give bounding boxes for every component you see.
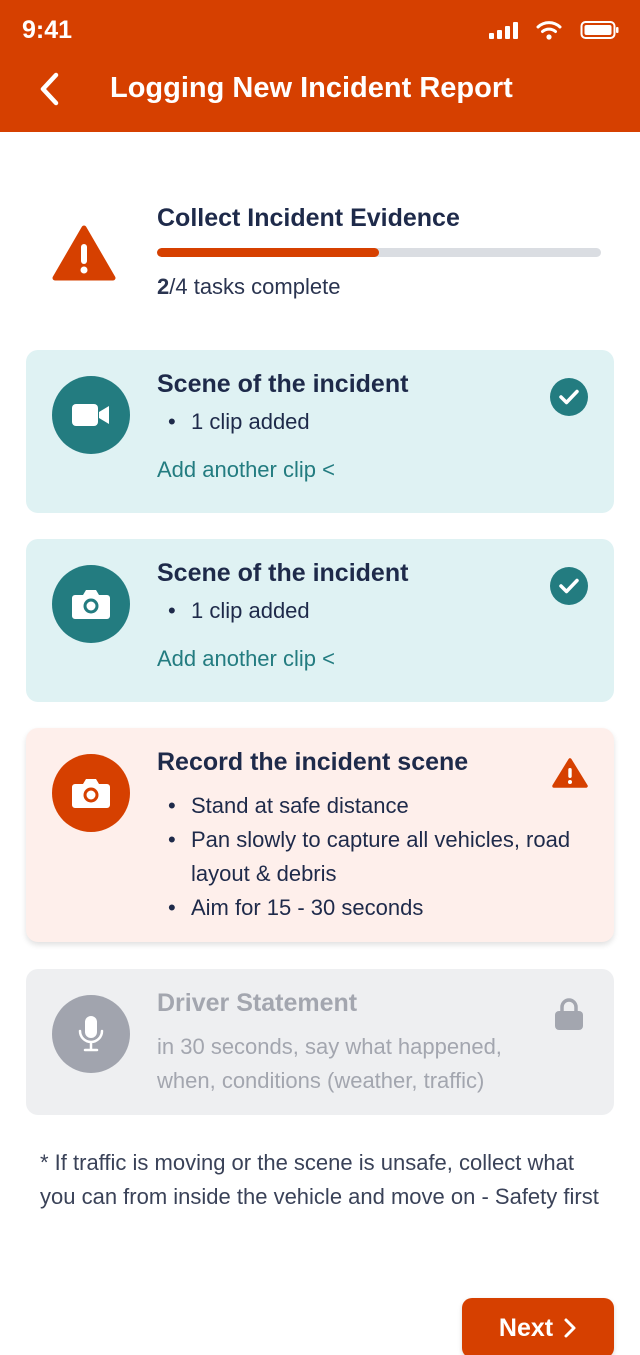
task-card-record-scene[interactable] <box>26 728 614 942</box>
progress-bar <box>157 248 601 257</box>
task-bullets <box>168 405 310 439</box>
task-title: Scene of the incident <box>157 559 409 587</box>
task-card-driver-statement <box>26 969 614 1115</box>
lock-icon <box>554 997 584 1031</box>
page-title: Logging New Incident Report <box>110 72 513 104</box>
task-description: in 30 seconds, say what happened, when, conditions (weather, traffic) <box>157 1034 502 1093</box>
task-title: Record the incident scene <box>157 748 469 776</box>
task-bullet: • 1 clip added <box>168 594 310 628</box>
task-icon-circle <box>52 376 130 454</box>
chevron-left-icon <box>38 72 60 106</box>
task-title: Driver Statement <box>157 989 358 1017</box>
app-header <box>0 0 640 132</box>
check-icon <box>550 378 588 416</box>
next-button-label: Next <box>498 1313 554 1342</box>
back-button[interactable] <box>32 68 66 110</box>
progress-count <box>157 274 340 300</box>
task-icon-circle <box>52 995 130 1073</box>
photo-camera-icon <box>71 777 111 809</box>
add-another-clip-link[interactable]: Add another clip < <box>157 646 335 671</box>
status-time: 9:41 <box>22 16 73 44</box>
chevron-right-icon <box>563 1317 577 1339</box>
progress-completed: 2 <box>157 274 170 299</box>
check-icon <box>550 567 588 605</box>
microphone-icon <box>77 1015 105 1053</box>
next-button[interactable] <box>462 1298 614 1355</box>
task-bullet: • Stand at safe distance <box>168 789 578 823</box>
battery-icon <box>580 20 620 40</box>
task-icon-circle <box>52 565 130 643</box>
progress-section <box>0 190 640 320</box>
wifi-icon <box>536 20 562 40</box>
task-card-scene-photo[interactable] <box>26 539 614 702</box>
task-card-scene-video[interactable] <box>26 350 614 513</box>
cellular-signal-icon <box>489 21 518 39</box>
task-bullet: • Pan slowly to capture all vehicles, road layout & debris <box>168 823 578 891</box>
warning-icon <box>552 757 588 789</box>
progress-total: /4 tasks complete <box>169 274 341 299</box>
add-another-clip-link[interactable]: Add another clip < <box>157 457 335 482</box>
warning-triangle-icon <box>52 224 116 282</box>
task-bullets <box>168 594 310 628</box>
task-bullet: • 1 clip added <box>168 405 310 439</box>
video-camera-icon <box>71 402 111 428</box>
progress-title: Collect Incident Evidence <box>157 204 460 232</box>
status-icons <box>489 20 620 40</box>
task-bullet: • Aim for 15 - 30 seconds <box>168 891 578 925</box>
safety-footnote: * If traffic is moving or the scene is unsafe, collect what you can from inside the vehicle and move on - Safety first <box>40 1150 599 1209</box>
progress-fill <box>157 248 379 257</box>
photo-camera-icon <box>71 588 111 620</box>
task-title: Scene of the incident <box>157 370 409 398</box>
task-bullets <box>168 789 578 925</box>
task-icon-circle <box>52 754 130 832</box>
